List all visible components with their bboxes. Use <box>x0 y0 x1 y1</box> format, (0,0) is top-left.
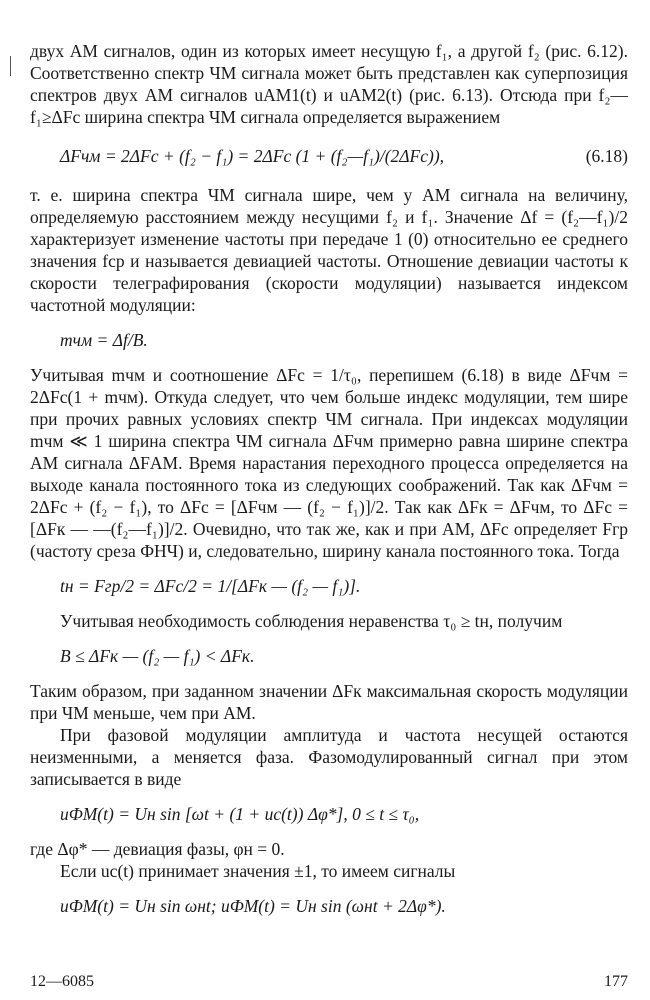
formula-rise-time <box>60 570 628 602</box>
paragraph-2: т. е. ширина спектра ЧМ сигнала шире, чем у АМ сигнала на величину, определяемую расстоянием между несущими f₂ и f₁. Значение Δf = (f₂—f₁)/2 характеризует изменение частоты при передаче 1 (0) относительно ее среднего значения fср и называется девиацией частоты. Отношение девиации частоты к скорости телеграфирования (скорости модуляции) называется индексом частотной модуляции: <box>30 185 628 315</box>
formula-pm-signal-expression: uФМ(t) = Uн sin [ωt + (1 + uс(t)) Δφ*], 0 ≤ t ≤ τ₀, <box>60 804 420 824</box>
paragraph-4: Учитывая необходимость соблюдения неравенства τ₀ ≥ tн, получим <box>60 611 563 631</box>
page-footer <box>30 972 628 992</box>
equation-number: (6.18) <box>585 146 628 166</box>
margin-mark <box>10 56 17 76</box>
formula-6-18-expression: ΔFчм = 2ΔFс + (f₂ − f₁) = 2ΔFс (1 + (f₂—f₁)/(2ΔFс)), <box>60 146 445 166</box>
paragraph-8: Если uс(t) принимает значения ±1, то имеем сигналы <box>60 861 456 881</box>
formula-rise-time-expression: tн = Fгр/2 = ΔFс/2 = 1/[ΔFк — (f₂ — f₁)]. <box>60 576 361 596</box>
document-body <box>30 40 628 930</box>
formula-pm-signals <box>60 890 628 922</box>
formula-inequality <box>60 640 628 672</box>
formula-pm-signals-expression: uФМ(t) = Uн sin ωнt; uФМ(t) = Uн sin (ωнt + 2Δφ*). <box>60 896 446 916</box>
paragraph-7: где Δφ* — девиация фазы, φн = 0. <box>30 839 285 859</box>
formula-pm-signal <box>60 798 628 830</box>
formula-inequality-expression: B ≤ ΔFк — (f₂ — f₁) < ΔFк. <box>60 646 255 666</box>
paragraph-3: Учитывая mчм и соотношение ΔFс = 1/τ₀, перепишем (6.18) в виде ΔFчм = 2ΔFс(1 + mчм). Откуда следует, что чем больше индекс модуляции, тем шире при прочих равных условиях спектр ЧМ сигнала. При индексах модуляции mчм ≪ 1 ширина спектра ЧМ сигнала ΔFчм примерно равна ширине спектра АМ сигнала ΔFАМ. Время нарастания переходного процесса определяется на выходе канала постоянного тока из следующих соображений. Так как ΔFчм = 2ΔFс + (f₂ − f₁), то ΔFс = [ΔFчм — (f₂ − f₁)]/2. Так как ΔFк = ΔFчм, то ΔFс = [ΔFк — —(f₂—f₁)]/2. Очевидно, что так же, как и при АМ, ΔFс определяет Fгр (частоту среза ФНЧ) и, следовательно, ширину канала постоянного тока. Тогда <box>30 365 628 561</box>
paragraph-1: двух АМ сигналов, один из которых имеет несущую f₁, а другой f₂ (рис. 6.12). Соответственно спектр ЧМ сигнала может быть представлен как суперпозиция спектров двух АМ сигналов uAM1(t) и uAM2(t) (рис. 6.13). Отсюда при f₂—f₁≥ΔFс ширина спектра ЧМ сигнала определяется выражением <box>30 41 628 127</box>
paragraph-6: При фазовой модуляции амплитуда и частота несущей остаются неизменными, а меняется фаза. Фазомодулированный сигнал при этом записывается в виде <box>30 725 628 789</box>
printer-signature: 12—6085 <box>30 973 94 990</box>
page-number: 177 <box>604 973 628 990</box>
formula-modulation-index-expression: mчм = Δf/B. <box>60 330 148 350</box>
formula-6-18 <box>60 136 628 176</box>
paragraph-5: Таким образом, при заданном значении ΔFк максимальная скорость модуляции при ЧМ меньше, чем при АМ. <box>30 681 628 723</box>
formula-modulation-index <box>60 324 628 356</box>
